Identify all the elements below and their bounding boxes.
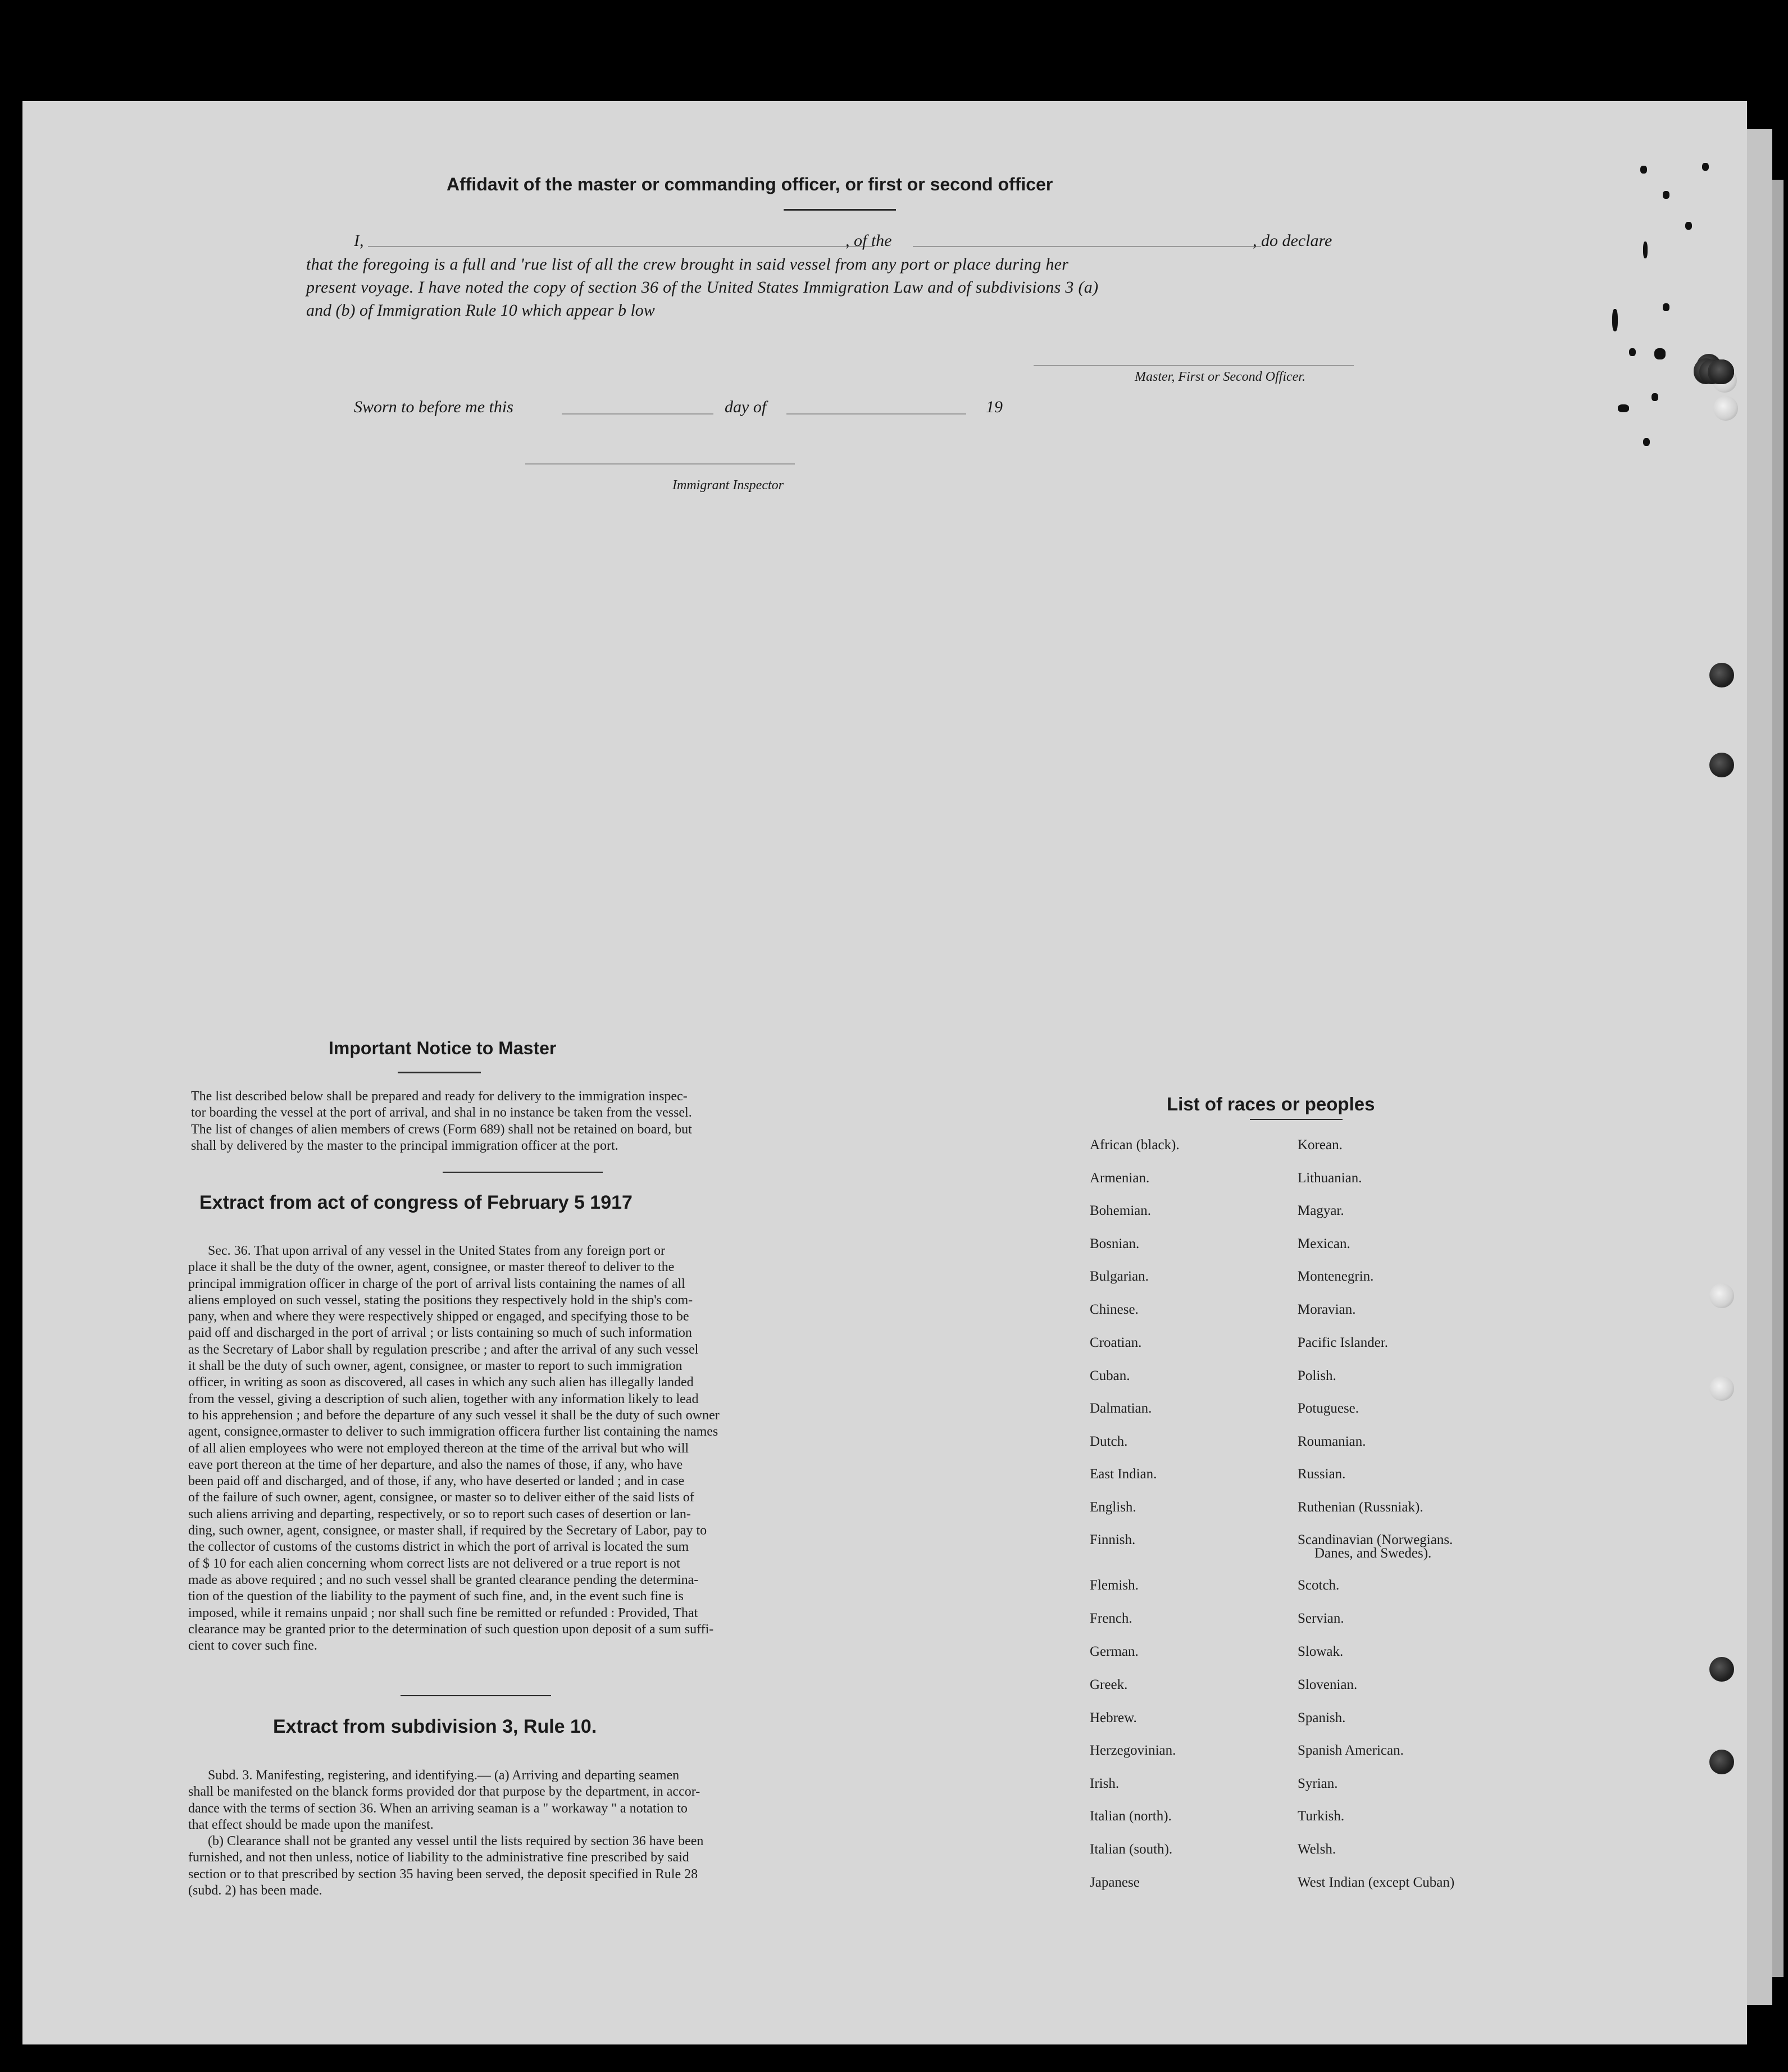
races-title: List of races or peoples <box>1167 1094 1375 1114</box>
sworn-year: 19 <box>986 398 1003 416</box>
act-line: principal immigration officer in charge of the port of arrival lists containing the names of all <box>188 1276 685 1291</box>
ink-speck <box>1612 309 1618 331</box>
inspector-label: Immigrant Inspector <box>672 478 784 493</box>
race-item: Chinese. <box>1090 1302 1139 1317</box>
affidavit-title: Affidavit of the master or commanding officer, or first or second officer <box>447 174 1053 194</box>
affidavit-do-declare: , do declare <box>1253 231 1332 250</box>
sworn-prefix: Sworn to before me this <box>354 398 513 416</box>
race-item: Italian (north). <box>1090 1809 1172 1824</box>
notice-line: The list of changes of alien members of crews (Form 689) shall not be retained on board, but <box>191 1122 692 1137</box>
race-item: Polish. <box>1298 1368 1336 1383</box>
rule-line: dance with the terms of section 36. When an arriving seaman is a " workaway " a notation to <box>188 1801 688 1816</box>
extract-rule-text <box>188 1768 815 1899</box>
act-line: of all alien employees who were not employed thereon at the time of the arrival but who will <box>188 1441 689 1456</box>
race-item: Flemish. <box>1090 1578 1139 1593</box>
race-item: Bosnian. <box>1090 1236 1140 1251</box>
act-line: paid off and discharged in the port of arrival ; or lists containing so much of such information <box>188 1326 692 1341</box>
extract-rule-title: Extract from subdivision 3, Rule 10. <box>273 1716 597 1737</box>
act-line: the collector of customs of the customs district in which the port of arrival is located the sum <box>188 1540 689 1555</box>
master-signature-label: Master, First or Second Officer. <box>1135 370 1305 384</box>
affidavit-body-1: that the foregoing is a full and 'rue list of all the crew brought in said vessel from any port or place during her <box>306 255 1069 274</box>
ink-speck <box>1643 438 1650 446</box>
race-item: African (black). <box>1090 1137 1180 1153</box>
affidavit-i: I, <box>354 231 364 250</box>
race-item: Dalmatian. <box>1090 1401 1152 1416</box>
race-item: Russian. <box>1298 1467 1346 1482</box>
punch-hole <box>1709 1657 1734 1682</box>
punch-hole <box>1709 1376 1734 1401</box>
act-line: eave port thereon at the time of her departure, and also the names of those, if any, who have <box>188 1457 683 1472</box>
race-item: Syrian. <box>1298 1776 1338 1791</box>
race-item: Spanish American. <box>1298 1743 1404 1758</box>
ink-speck <box>1685 222 1692 230</box>
month-blank <box>786 413 966 415</box>
notice-title: Important Notice to Master <box>329 1038 557 1058</box>
race-item: English. <box>1090 1500 1136 1515</box>
act-line: imposed, while it remains unpaid ; nor shall such fine be remitted or refunded : Provided, That <box>188 1605 698 1620</box>
punch-hole <box>1709 1283 1734 1308</box>
rule-line: (b) Clearance shall not be granted any vessel until the lists required by section 36 have been <box>208 1834 704 1849</box>
notice-line: shall by delivered by the master to the principal immigration officer at the port. <box>191 1138 618 1153</box>
act-line: of the failure of such owner, agent, consignee, or master so to deliver either of the said lists of <box>188 1490 694 1505</box>
race-item: Croatian. <box>1090 1335 1142 1350</box>
ink-speck <box>1643 242 1648 258</box>
notice-line: tor boarding the vessel at the port of arrival, and shal in no instance be taken from the vessel. <box>191 1105 692 1121</box>
race-item: Moravian. <box>1298 1302 1356 1317</box>
ink-speck <box>1663 191 1669 199</box>
race-item: Ruthenian (Russniak). <box>1298 1500 1423 1515</box>
act-line: made as above required ; and no such vessel shall be granted clearance pending the determina- <box>188 1572 699 1587</box>
rule-line: furnished, and not then unless, notice of liability to the administrative fine prescribed by said <box>188 1850 689 1865</box>
ink-speck <box>1702 163 1709 171</box>
race-item: Finnish. <box>1090 1532 1136 1547</box>
race-item: French. <box>1090 1611 1132 1626</box>
act-line: as the Secretary of Labor shall by regulation prescribe ; and after the arrival of any such vessel <box>188 1342 699 1357</box>
race-item: Servian. <box>1298 1611 1344 1626</box>
act-line: been paid off and discharged, and of those, if any, who have deserted or landed ; and in case <box>188 1474 685 1489</box>
ink-speck <box>1663 303 1669 311</box>
name-blank <box>368 246 873 247</box>
rule-line: Subd. 3. Manifesting, registering, and identifying.— (a) Arriving and departing seamen <box>208 1768 680 1783</box>
race-item: Spanish. <box>1298 1710 1346 1725</box>
race-item: Turkish. <box>1298 1809 1345 1824</box>
section-divider <box>401 1695 551 1696</box>
manifest-page <box>22 101 1747 2044</box>
race-item: Slovenian. <box>1298 1677 1358 1692</box>
race-item: Hebrew. <box>1090 1710 1137 1725</box>
rule-line: (subd. 2) has been made. <box>188 1883 322 1898</box>
race-item: Magyar. <box>1298 1203 1344 1218</box>
punch-hole <box>1713 396 1738 421</box>
notice-underline <box>398 1072 481 1073</box>
day-blank <box>562 413 713 415</box>
act-line: of $ 10 for each alien concerning whom correct lists are not delivered or a true report is not <box>188 1556 680 1571</box>
race-item: Danes, and Swedes). <box>1314 1546 1432 1561</box>
race-item: Scandinavian (Norwegians. <box>1298 1532 1453 1547</box>
ink-speck <box>1618 404 1629 412</box>
race-item: Bulgarian. <box>1090 1269 1149 1284</box>
rule-line: section or to that prescribed by section 35 having been served, the deposit specified in Rule 28 <box>188 1866 698 1882</box>
act-line: clearance may be granted prior to the determination of such question upon deposit of a sum suffi- <box>188 1622 714 1637</box>
race-item: Mexican. <box>1298 1236 1350 1251</box>
race-item: Roumanian. <box>1298 1434 1366 1449</box>
title-underline <box>784 209 896 211</box>
act-line: officer, in writing as soon as discovered, all cases in which any such alien has illegally landed <box>188 1375 694 1390</box>
page-edge <box>1772 180 1784 1977</box>
master-signature-line <box>1034 365 1354 366</box>
race-item: West Indian (except Cuban) <box>1298 1875 1455 1890</box>
race-item: Greek. <box>1090 1677 1128 1692</box>
vessel-blank <box>913 246 1261 247</box>
notice-text <box>191 1089 815 1154</box>
ink-speck <box>1654 348 1666 359</box>
rule-line: that effect should be made upon the manifest. <box>188 1817 434 1832</box>
race-item: Potuguese. <box>1298 1401 1359 1416</box>
ink-speck <box>1629 348 1636 356</box>
affidavit-of-the: , of the <box>845 231 892 250</box>
act-line: ding, such owner, agent, consignee, or master shall, if required by the Secretary of Labor, pay to <box>188 1523 707 1538</box>
section-divider <box>443 1172 603 1173</box>
extract-act-text <box>188 1243 815 1654</box>
punch-hole <box>1709 359 1734 384</box>
inspector-signature-line <box>525 463 795 465</box>
race-item: Lithuanian. <box>1298 1171 1362 1186</box>
act-line: it shall be the duty of such owner, agent, consignee, or master to report to such immigration <box>188 1359 683 1374</box>
act-line: from the vessel, giving a description of such alien, together with any information likely to lead <box>188 1391 699 1406</box>
ink-speck <box>1640 166 1647 174</box>
extract-act-title: Extract from act of congress of February 5 1917 <box>199 1192 633 1213</box>
race-item: German. <box>1090 1644 1139 1659</box>
rule-line: shall be manifested on the blanck forms provided dor that purpose by the department, in accor- <box>188 1784 700 1800</box>
act-line: cient to cover such fine. <box>188 1638 317 1654</box>
ink-speck <box>1651 393 1658 401</box>
punch-hole <box>1709 1750 1734 1774</box>
race-item: Korean. <box>1298 1137 1343 1153</box>
act-line: such aliens arriving and departing, respectively, or so to report such cases of desertion or lan- <box>188 1506 691 1522</box>
race-item: East Indian. <box>1090 1467 1157 1482</box>
affidavit-body-2: present voyage. I have noted the copy of section 36 of the United States Immigration Law and of subdivisions 3 (a) <box>306 278 1099 297</box>
race-item: Scotch. <box>1298 1578 1340 1593</box>
act-line: Sec. 36. That upon arrival of any vessel in the United States from any foreign port or <box>208 1244 666 1258</box>
race-item: Irish. <box>1090 1776 1120 1791</box>
race-item: Dutch. <box>1090 1434 1128 1449</box>
race-item: Welsh. <box>1298 1842 1336 1857</box>
race-item: Cuban. <box>1090 1368 1130 1383</box>
page-edge <box>1747 129 1772 2005</box>
race-item: Italian (south). <box>1090 1842 1173 1857</box>
notice-line: The list described below shall be prepared and ready for delivery to the immigration inspec- <box>191 1089 688 1104</box>
race-item: Herzegovinian. <box>1090 1743 1176 1758</box>
race-item: Pacific Islander. <box>1298 1335 1389 1350</box>
race-item: Bohemian. <box>1090 1203 1152 1218</box>
punch-hole <box>1709 753 1734 777</box>
race-item: Slowak. <box>1298 1644 1344 1659</box>
sworn-day-of: day of <box>725 398 767 416</box>
act-line: pany, when and where they were respectively shipped or engaged, and specifying those to be <box>188 1309 689 1324</box>
race-item: Montenegrin. <box>1298 1269 1374 1284</box>
act-line: to his apprehension ; and before the departure of any such vessel it shall be the duty of such owner <box>188 1408 720 1423</box>
act-line: tion of the question of the liability to the payment of such fine, and, in the event such fine is <box>188 1589 684 1604</box>
races-underline <box>1250 1119 1343 1120</box>
race-item: Armenian. <box>1090 1171 1150 1186</box>
act-line: aliens employed on such vessel, stating the positions they respectively hold in the ship's com- <box>188 1292 693 1308</box>
punch-hole <box>1709 663 1734 687</box>
act-line: agent, consignee,ormaster to deliver to such immigration officera further list containing the names <box>188 1424 718 1440</box>
act-line: place it shall be the duty of the owner, agent, consignee, or master thereof to deliver to the <box>188 1260 675 1275</box>
race-item: Japanese <box>1090 1875 1140 1890</box>
affidavit-body-3: and (b) of Immigration Rule 10 which appear b low <box>306 301 655 320</box>
